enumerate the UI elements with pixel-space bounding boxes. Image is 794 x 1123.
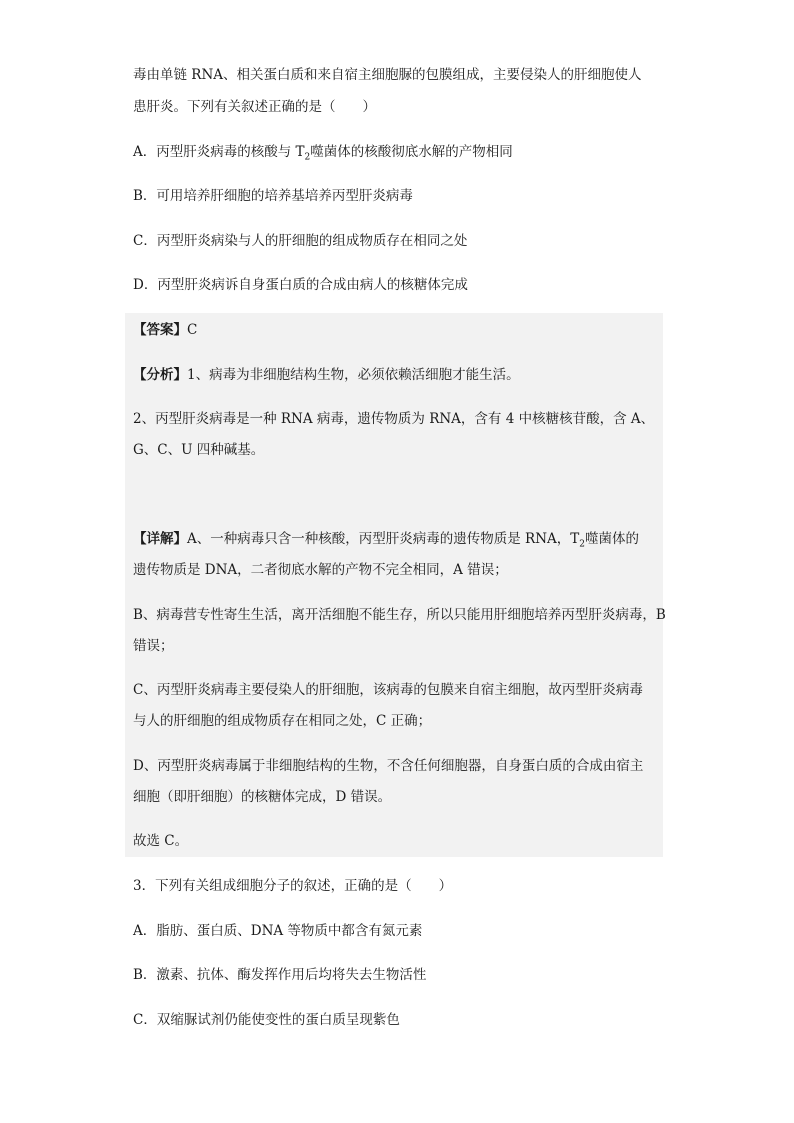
analysis-point-1: 1、病毒为非细胞结构生物，必须依赖活细胞才能生活。 [187,367,520,383]
detail-conclusion: 故选 C。 [133,833,189,849]
detail-a-line-1 [133,529,639,555]
analysis-point-2-line-2: G、C、U 四种碱基。 [133,442,265,458]
answer-value: C [187,322,198,338]
question-intro-line-2: 患肝炎。下列有关叙述正确的是（ ） [133,99,376,115]
detail-a-subscript: 2 [579,539,586,550]
option-a-text-post: 噬菌体的核酸彻底水解的产物相同 [310,144,513,160]
question-3-option-a: A．脂肪、蛋白质、DNA 等物质中都含有氮元素 [133,923,423,939]
option-a-text-pre: A．丙型肝炎病毒的核酸与 T [133,144,305,160]
detail-c-line-1: C、丙型肝炎病毒主要侵染人的肝细胞，该病毒的包膜来自宿主细胞，故丙型肝炎病毒 [133,682,643,698]
question-intro-line-1: 毒由单链 RNA、相关蛋白质和来自宿主细胞脲的包膜组成，主要侵染人的肝细胞使人 [133,67,642,83]
detail-d-line-2: 细胞（即肝细胞）的核糖体完成，D 错误。 [133,789,392,805]
analysis-point-2-line-1: 2、丙型肝炎病毒是一种 RNA 病毒，遗传物质为 RNA，含有 4 中核糖核苷酸，含 A、 [133,411,655,427]
detail-a-line-2: 遗传物质是 DNA，二者彻底水解的产物不完全相同，A 错误； [133,562,508,578]
option-b: B．可用培养肝细胞的培养基培养丙型肝炎病毒 [133,188,413,204]
question-3-option-b: B．激素、抗体、酶发挥作用后均将失去生物活性 [133,967,427,983]
analysis-label: 【分析】 [133,367,187,383]
detail-label: 【详解】 [133,531,187,547]
option-a [133,142,513,168]
detail-c-line-2: 与人的肝细胞的组成物质存在相同之处，C 正确； [133,713,432,729]
detail-b-line-2: 错误； [133,638,174,654]
detail-a-text-post: 噬菌体的 [585,531,640,547]
question-3-stem: 3．下列有关组成细胞分子的叙述，正确的是（ ） [133,878,453,894]
detail-b-line-1: B、病毒营专性寄生生活，离开活细胞不能生存，所以只能用肝细胞培养丙型肝炎病毒，B [133,607,666,623]
question-3-option-c: C．双缩脲试剂仍能使变性的蛋白质呈现紫色 [133,1012,400,1028]
detail-a-text-pre: A、一种病毒只含一种核酸，丙型肝炎病毒的遗传物质是 RNA，T [187,531,580,547]
answer-line [133,320,197,340]
detail-d-line-1: D、丙型肝炎病毒属于非细胞结构的生物，不含任何细胞器，自身蛋白质的合成由宿主 [133,758,644,774]
option-c: C．丙型肝炎病染与人的肝细胞的组成物质存在相同之处 [133,233,468,249]
option-d: D．丙型肝炎病诉自身蛋白质的合成由病人的核糖体完成 [133,277,468,293]
answer-label: 【答案】 [133,322,187,338]
analysis-line-1 [133,365,520,385]
option-a-subscript: 2 [304,152,311,163]
